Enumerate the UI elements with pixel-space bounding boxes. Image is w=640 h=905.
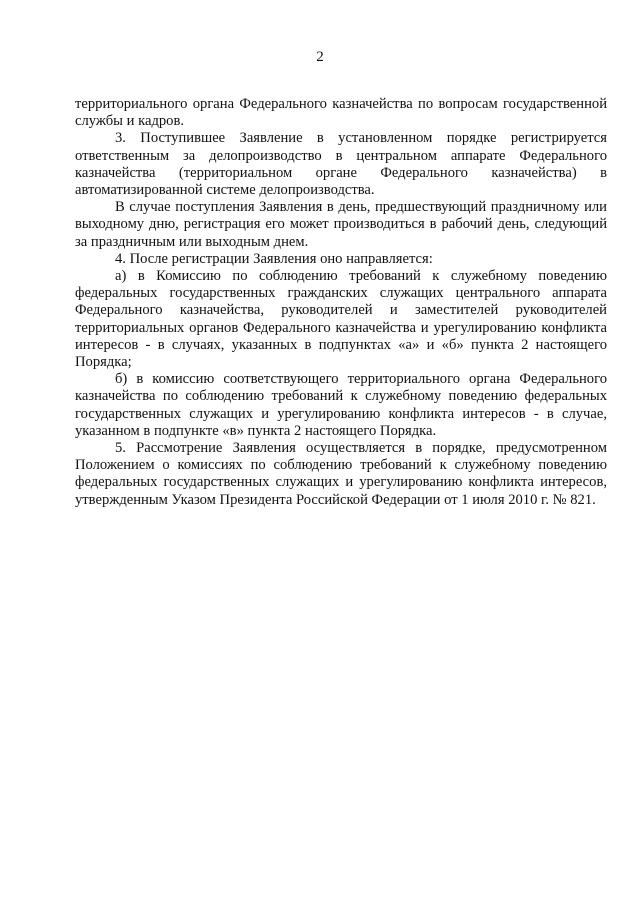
page-number: 2: [316, 49, 324, 65]
paragraph-subitem-b: б) в комиссию соответствующего территориального органа Федерального казначейства по соблюдению требований к служебному поведению федеральных государственных служащих и урегулированию конфликта интересов - в случае, указанном в подпункте «в» пункта 2 настоящего Порядка.: [75, 371, 607, 439]
paragraph-continuation: территориального органа Федерального казначейства по вопросам государственной службы и кадров.: [75, 96, 607, 130]
paragraph-holiday-registration: В случае поступления Заявления в день, предшествующий праздничному или выходному дню, регистрация его может производиться в рабочий день, следующий за праздничным или выходным днем.: [75, 199, 607, 250]
paragraph-item-3: 3. Поступившее Заявление в установленном порядке регистрируется ответственным за делопроизводство в центральном аппарате Федерального казначейства (территориальном органе Федерального казначейства) в автоматизированной системе делопроизводства.: [75, 130, 607, 199]
paragraph-subitem-a: а) в Комиссию по соблюдению требований к служебному поведению федеральных государственных гражданских служащих центрального аппарата Федерального казначейства, руководителей и заместителей руководителей территориальных органов Федерального казначейства и урегулированию конфликта интересов - в случаях, указанных в подпунктах «а» и «б» пункта 2 настоящего Порядка;: [75, 268, 607, 371]
paragraph-item-5: 5. Рассмотрение Заявления осуществляется в порядке, предусмотренном Положением о комиссиях по соблюдению требований к служебному поведению федеральных государственных служащих и урегулированию конфликта интересов, утвержденным Указом Президента Российской Федерации от 1 июля 2010 г. № 821.: [75, 440, 607, 508]
document-body: [75, 96, 607, 509]
paragraph-item-4: 4. После регистрации Заявления оно направляется:: [115, 250, 433, 267]
